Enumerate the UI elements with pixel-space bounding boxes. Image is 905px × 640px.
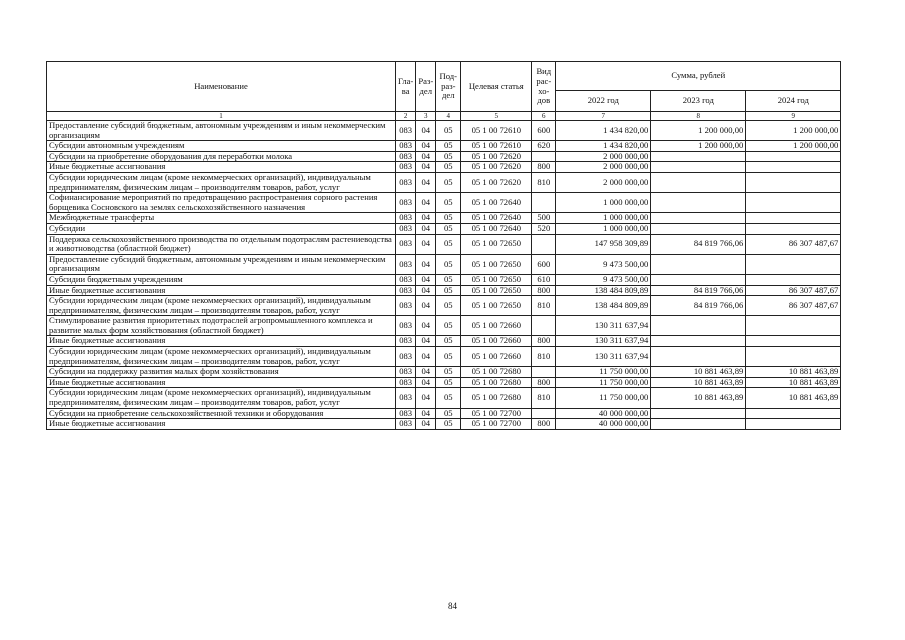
cell-2024: 1 200 000,00	[746, 141, 841, 152]
cell-2024	[746, 151, 841, 162]
cell-2024	[746, 172, 841, 192]
cell-2023	[651, 274, 746, 285]
cell-glava: 083	[396, 377, 416, 388]
cell-statya: 05 1 00 72700	[461, 419, 532, 430]
cell-vid: 810	[532, 388, 556, 408]
cell-podrazdel: 05	[436, 213, 461, 224]
cell-razdel: 04	[416, 296, 436, 316]
table-row	[47, 121, 841, 141]
cell-razdel: 04	[416, 172, 436, 192]
cell-name: Иные бюджетные ассигнования	[47, 419, 396, 430]
table-row	[47, 336, 841, 347]
table-row	[47, 151, 841, 162]
cell-2022: 1 000 000,00	[556, 193, 651, 213]
cell-vid	[532, 193, 556, 213]
cell-2024	[746, 213, 841, 224]
cell-glava: 083	[396, 162, 416, 173]
cell-vid: 600	[532, 121, 556, 141]
cell-statya: 05 1 00 72610	[461, 141, 532, 152]
cell-podrazdel: 05	[436, 234, 461, 254]
cell-2022: 2 000 000,00	[556, 151, 651, 162]
table-header	[47, 62, 841, 121]
cell-2022: 130 311 637,94	[556, 316, 651, 336]
cell-razdel: 04	[416, 223, 436, 234]
cell-vid: 800	[532, 419, 556, 430]
cell-glava: 083	[396, 336, 416, 347]
cell-2023: 10 881 463,89	[651, 367, 746, 378]
cell-2024	[746, 193, 841, 213]
cell-statya: 05 1 00 72650	[461, 234, 532, 254]
cell-name: Иные бюджетные ассигнования	[47, 285, 396, 296]
cell-2024	[746, 419, 841, 430]
table-row	[47, 172, 841, 192]
cell-razdel: 04	[416, 377, 436, 388]
cell-2023: 1 200 000,00	[651, 121, 746, 141]
column-number: 8	[651, 112, 746, 121]
cell-glava: 083	[396, 408, 416, 419]
cell-statya: 05 1 00 72650	[461, 274, 532, 285]
cell-podrazdel: 05	[436, 408, 461, 419]
cell-2022: 40 000 000,00	[556, 408, 651, 419]
cell-statya: 05 1 00 72680	[461, 377, 532, 388]
table-row	[47, 193, 841, 213]
cell-statya: 05 1 00 72680	[461, 367, 532, 378]
cell-2024: 86 307 487,67	[746, 296, 841, 316]
cell-podrazdel: 05	[436, 296, 461, 316]
cell-glava: 083	[396, 274, 416, 285]
table-row	[47, 223, 841, 234]
column-number: 3	[416, 112, 436, 121]
cell-2023	[651, 172, 746, 192]
cell-statya: 05 1 00 72700	[461, 408, 532, 419]
cell-razdel: 04	[416, 336, 436, 347]
table-row	[47, 347, 841, 367]
cell-vid: 520	[532, 223, 556, 234]
cell-2022: 138 484 809,89	[556, 285, 651, 296]
cell-name: Субсидии	[47, 223, 396, 234]
cell-name: Субсидии юридическим лицам (кроме некоммерческих организаций), индивидуальным предпринимателям, физическим лицам – производителям товаров, работ, услуг	[47, 388, 396, 408]
cell-podrazdel: 05	[436, 316, 461, 336]
cell-2023	[651, 213, 746, 224]
cell-razdel: 04	[416, 388, 436, 408]
cell-vid: 800	[532, 377, 556, 388]
cell-2022: 138 484 809,89	[556, 296, 651, 316]
cell-glava: 083	[396, 419, 416, 430]
cell-2024: 10 881 463,89	[746, 367, 841, 378]
cell-vid: 810	[532, 296, 556, 316]
cell-2022: 9 473 500,00	[556, 254, 651, 274]
cell-vid: 800	[532, 336, 556, 347]
cell-vid: 610	[532, 274, 556, 285]
column-number: 4	[436, 112, 461, 121]
cell-name: Стимулирование развития приоритетных подотраслей агропромышленного комплекса и развитие малых форм хозяйствования (областной бюджет)	[47, 316, 396, 336]
cell-vid: 500	[532, 213, 556, 224]
cell-glava: 083	[396, 193, 416, 213]
cell-vid	[532, 408, 556, 419]
cell-statya: 05 1 00 72650	[461, 254, 532, 274]
cell-2024: 86 307 487,67	[746, 285, 841, 296]
cell-razdel: 04	[416, 141, 436, 152]
cell-statya: 05 1 00 72660	[461, 316, 532, 336]
cell-2023	[651, 193, 746, 213]
cell-podrazdel: 05	[436, 274, 461, 285]
cell-name: Субсидии на приобретение сельскохозяйственной техники и оборудования	[47, 408, 396, 419]
cell-podrazdel: 05	[436, 254, 461, 274]
cell-2024	[746, 316, 841, 336]
header-year-2022: 2022 год	[556, 91, 651, 112]
cell-vid: 800	[532, 285, 556, 296]
cell-podrazdel: 05	[436, 347, 461, 367]
cell-podrazdel: 05	[436, 419, 461, 430]
cell-2022: 147 958 309,89	[556, 234, 651, 254]
cell-2022: 2 000 000,00	[556, 162, 651, 173]
cell-glava: 083	[396, 367, 416, 378]
cell-razdel: 04	[416, 162, 436, 173]
cell-name: Предоставление субсидий бюджетным, автономным учреждениям и иным некоммерческим организациям	[47, 121, 396, 141]
cell-name: Межбюджетные трансферты	[47, 213, 396, 224]
cell-statya: 05 1 00 72640	[461, 193, 532, 213]
cell-podrazdel: 05	[436, 285, 461, 296]
cell-razdel: 04	[416, 367, 436, 378]
cell-2023: 10 881 463,89	[651, 388, 746, 408]
cell-statya: 05 1 00 72650	[461, 296, 532, 316]
header-glava: Гла-ва	[396, 62, 416, 112]
cell-2022: 130 311 637,94	[556, 347, 651, 367]
cell-statya: 05 1 00 72610	[461, 121, 532, 141]
cell-2023	[651, 408, 746, 419]
cell-statya: 05 1 00 72620	[461, 162, 532, 173]
column-number: 7	[556, 112, 651, 121]
cell-podrazdel: 05	[436, 336, 461, 347]
cell-podrazdel: 05	[436, 388, 461, 408]
cell-2024: 10 881 463,89	[746, 388, 841, 408]
column-number: 9	[746, 112, 841, 121]
cell-vid: 810	[532, 172, 556, 192]
cell-glava: 083	[396, 151, 416, 162]
cell-name: Предоставление субсидий бюджетным, автономным учреждениям и иным некоммерческим организациям	[47, 254, 396, 274]
page-number: 84	[448, 601, 457, 611]
cell-name: Субсидии бюджетным учреждениям	[47, 274, 396, 285]
cell-razdel: 04	[416, 419, 436, 430]
header-statya: Целевая статья	[461, 62, 532, 112]
cell-2024	[746, 347, 841, 367]
table-row	[47, 213, 841, 224]
column-number: 1	[47, 112, 396, 121]
cell-2023	[651, 316, 746, 336]
cell-podrazdel: 05	[436, 121, 461, 141]
cell-vid: 600	[532, 254, 556, 274]
cell-razdel: 04	[416, 408, 436, 419]
cell-2022: 11 750 000,00	[556, 367, 651, 378]
column-number: 5	[461, 112, 532, 121]
cell-razdel: 04	[416, 193, 436, 213]
column-number: 2	[396, 112, 416, 121]
cell-podrazdel: 05	[436, 151, 461, 162]
header-vid: Вид рас-хо-дов	[532, 62, 556, 112]
cell-2024	[746, 274, 841, 285]
cell-2022: 1 000 000,00	[556, 223, 651, 234]
cell-statya: 05 1 00 72650	[461, 285, 532, 296]
table-row	[47, 141, 841, 152]
cell-2023	[651, 336, 746, 347]
header-sum: Сумма, рублей	[556, 62, 841, 91]
cell-podrazdel: 05	[436, 223, 461, 234]
cell-2023	[651, 223, 746, 234]
cell-name: Иные бюджетные ассигнования	[47, 162, 396, 173]
table-row	[47, 367, 841, 378]
cell-2023	[651, 347, 746, 367]
header-name: Наименование	[47, 62, 396, 112]
cell-statya: 05 1 00 72640	[461, 213, 532, 224]
cell-glava: 083	[396, 234, 416, 254]
cell-2022: 1 000 000,00	[556, 213, 651, 224]
cell-name: Субсидии автономным учреждениям	[47, 141, 396, 152]
cell-2022: 2 000 000,00	[556, 172, 651, 192]
cell-name: Софинансирование мероприятий по предотвращению распространения сорного растения борщевика Сосновского на землях сельскохозяйственного назначения	[47, 193, 396, 213]
header-podrazdel: Под-раз-дел	[436, 62, 461, 112]
table-row	[47, 234, 841, 254]
cell-2024	[746, 254, 841, 274]
cell-2022: 11 750 000,00	[556, 388, 651, 408]
cell-vid	[532, 367, 556, 378]
header-year-2023: 2023 год	[651, 91, 746, 112]
cell-name: Субсидии на поддержку развития малых форм хозяйствования	[47, 367, 396, 378]
cell-razdel: 04	[416, 234, 436, 254]
table-body	[47, 121, 841, 430]
cell-razdel: 04	[416, 121, 436, 141]
cell-razdel: 04	[416, 151, 436, 162]
cell-statya: 05 1 00 72660	[461, 347, 532, 367]
cell-2023: 84 819 766,06	[651, 285, 746, 296]
cell-2022: 130 311 637,94	[556, 336, 651, 347]
cell-2023: 10 881 463,89	[651, 377, 746, 388]
header-year-2024: 2024 год	[746, 91, 841, 112]
cell-glava: 083	[396, 223, 416, 234]
cell-name: Поддержка сельскохозяйственного производства по отдельным подотраслям растениеводства и животноводства (областной бюджет)	[47, 234, 396, 254]
column-number: 6	[532, 112, 556, 121]
cell-statya: 05 1 00 72660	[461, 336, 532, 347]
cell-glava: 083	[396, 213, 416, 224]
cell-2024: 86 307 487,67	[746, 234, 841, 254]
cell-glava: 083	[396, 388, 416, 408]
cell-name: Иные бюджетные ассигнования	[47, 377, 396, 388]
cell-vid	[532, 234, 556, 254]
cell-glava: 083	[396, 172, 416, 192]
cell-name: Субсидии юридическим лицам (кроме некоммерческих организаций), индивидуальным предпринимателям, физическим лицам – производителям товаров, работ, услуг	[47, 347, 396, 367]
cell-podrazdel: 05	[436, 141, 461, 152]
cell-2023	[651, 419, 746, 430]
cell-razdel: 04	[416, 316, 436, 336]
cell-glava: 083	[396, 296, 416, 316]
cell-glava: 083	[396, 347, 416, 367]
cell-2024: 10 881 463,89	[746, 377, 841, 388]
table-row	[47, 419, 841, 430]
table-row	[47, 162, 841, 173]
cell-2023: 84 819 766,06	[651, 296, 746, 316]
cell-podrazdel: 05	[436, 162, 461, 173]
table-row	[47, 274, 841, 285]
cell-2022: 1 434 820,00	[556, 121, 651, 141]
cell-2022: 9 473 500,00	[556, 274, 651, 285]
cell-glava: 083	[396, 254, 416, 274]
cell-vid: 810	[532, 347, 556, 367]
cell-name: Иные бюджетные ассигнования	[47, 336, 396, 347]
cell-name: Субсидии юридическим лицам (кроме некоммерческих организаций), индивидуальным предпринимателям, физическим лицам – производителям товаров, работ, услуг	[47, 296, 396, 316]
cell-2024	[746, 408, 841, 419]
cell-2023	[651, 151, 746, 162]
cell-statya: 05 1 00 72640	[461, 223, 532, 234]
cell-razdel: 04	[416, 213, 436, 224]
cell-glava: 083	[396, 121, 416, 141]
cell-glava: 083	[396, 141, 416, 152]
cell-vid	[532, 316, 556, 336]
cell-2022: 1 434 820,00	[556, 141, 651, 152]
header-razdel: Раз-дел	[416, 62, 436, 112]
cell-razdel: 04	[416, 347, 436, 367]
cell-podrazdel: 05	[436, 377, 461, 388]
table-row	[47, 408, 841, 419]
cell-2024	[746, 162, 841, 173]
cell-name: Субсидии на приобретение оборудования для переработки молока	[47, 151, 396, 162]
cell-glava: 083	[396, 316, 416, 336]
table-row	[47, 285, 841, 296]
cell-2024	[746, 223, 841, 234]
cell-2022: 40 000 000,00	[556, 419, 651, 430]
cell-2023	[651, 162, 746, 173]
cell-2024	[746, 336, 841, 347]
cell-vid	[532, 151, 556, 162]
cell-2024: 1 200 000,00	[746, 121, 841, 141]
cell-vid: 620	[532, 141, 556, 152]
table-row	[47, 296, 841, 316]
cell-vid: 800	[532, 162, 556, 173]
cell-podrazdel: 05	[436, 193, 461, 213]
table-row	[47, 316, 841, 336]
cell-2023	[651, 254, 746, 274]
table-row	[47, 377, 841, 388]
cell-razdel: 04	[416, 274, 436, 285]
cell-2022: 11 750 000,00	[556, 377, 651, 388]
cell-statya: 05 1 00 72620	[461, 151, 532, 162]
table-row	[47, 388, 841, 408]
table-row	[47, 254, 841, 274]
cell-statya: 05 1 00 72680	[461, 388, 532, 408]
cell-name: Субсидии юридическим лицам (кроме некоммерческих организаций), индивидуальным предпринимателям, физическим лицам – производителям товаров, работ, услуг	[47, 172, 396, 192]
cell-razdel: 04	[416, 254, 436, 274]
cell-2023: 1 200 000,00	[651, 141, 746, 152]
cell-statya: 05 1 00 72620	[461, 172, 532, 192]
cell-podrazdel: 05	[436, 367, 461, 378]
cell-2023: 84 819 766,06	[651, 234, 746, 254]
budget-table	[46, 61, 841, 430]
cell-glava: 083	[396, 285, 416, 296]
cell-podrazdel: 05	[436, 172, 461, 192]
cell-razdel: 04	[416, 285, 436, 296]
